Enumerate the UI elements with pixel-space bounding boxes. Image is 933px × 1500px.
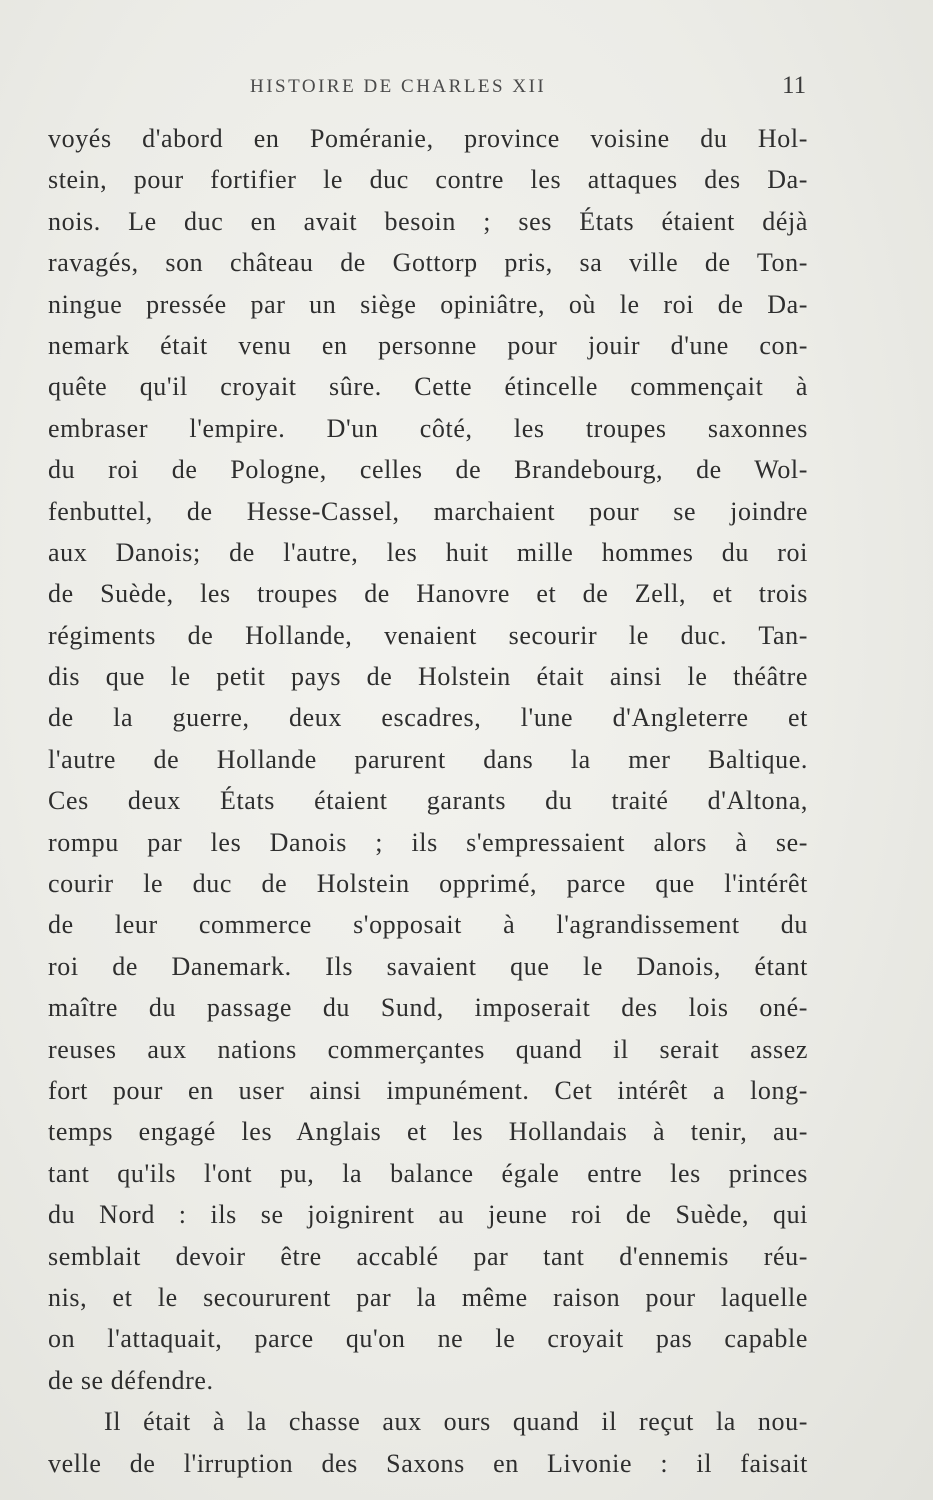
text-line: reuses aux nations commerçantes quand il serait assez xyxy=(48,1034,808,1064)
paragraph-1 xyxy=(48,118,808,1401)
text-line: du roi de Pologne, celles de Brandebourg, de Wol- xyxy=(48,455,808,485)
text-line: rompu par les Danois ; ils s'empressaient alors à se- xyxy=(48,827,808,857)
text-line: quête qu'il croyait sûre. Cette étincelle commençait à xyxy=(48,372,808,402)
text-line: velle de l'irruption des Saxons en Livonie : il faisait xyxy=(48,1448,808,1478)
text-line: embraser l'empire. D'un côté, les troupes saxonnes xyxy=(48,413,808,443)
running-title: HISTOIRE DE CHARLES XII xyxy=(250,76,547,97)
text-line: fenbuttel, de Hesse-Cassel, marchaient pour se joindre xyxy=(48,496,808,526)
text-line: maître du passage du Sund, imposerait des lois oné- xyxy=(48,993,808,1023)
text-line: de se défendre. xyxy=(48,1365,214,1395)
body-text xyxy=(48,118,808,1484)
paragraph-2 xyxy=(48,1401,808,1484)
text-line: Ces deux États étaient garants du traité d'Altona, xyxy=(48,786,808,816)
text-line: stein, pour fortifier le duc contre les attaques des Da- xyxy=(48,165,808,195)
text-line: Il était à la chasse aux ours quand il reçut la nou- xyxy=(104,1407,808,1437)
text-line: du Nord : ils se joignirent au jeune roi de Suède, qui xyxy=(48,1200,808,1230)
text-line: régiments de Hollande, venaient secourir le duc. Tan- xyxy=(48,620,808,650)
text-line: nemark était venu en personne pour jouir d'une con- xyxy=(48,330,808,360)
text-line: dis que le petit pays de Holstein était ainsi le théâtre xyxy=(48,662,808,692)
text-line: nis, et le secoururent par la même raison pour laquelle xyxy=(48,1282,808,1312)
text-line: nois. Le duc en avait besoin ; ses États étaient déjà xyxy=(48,206,808,236)
text-line: courir le duc de Holstein opprimé, parce que l'intérêt xyxy=(48,869,808,899)
text-line: tant qu'ils l'ont pu, la balance égale entre les princes xyxy=(48,1158,808,1188)
text-line: de leur commerce s'opposait à l'agrandissement du xyxy=(48,910,808,940)
text-line: de Suède, les troupes de Hanovre et de Zell, et trois xyxy=(48,579,808,609)
text-line: aux Danois; de l'autre, les huit mille hommes du roi xyxy=(48,537,808,567)
page-number: 11 xyxy=(782,72,807,99)
text-line: on l'attaquait, parce qu'on ne le croyait pas capable xyxy=(48,1324,808,1354)
page-header xyxy=(0,70,933,110)
text-line: ningue pressée par un siège opiniâtre, où le roi de Da- xyxy=(48,289,808,319)
text-line: semblait devoir être accablé par tant d'ennemis réu- xyxy=(48,1241,808,1271)
text-line: de la guerre, deux escadres, l'une d'Angleterre et xyxy=(48,703,808,733)
text-line: l'autre de Hollande parurent dans la mer Baltique. xyxy=(48,744,808,774)
text-line: temps engagé les Anglais et les Hollandais à tenir, au- xyxy=(48,1117,808,1147)
text-line: voyés d'abord en Poméranie, province voisine du Hol- xyxy=(48,124,808,153)
text-line: roi de Danemark. Ils savaient que le Danois, étant xyxy=(48,951,808,981)
text-line: fort pour en user ainsi impunément. Cet intérêt a long- xyxy=(48,1075,808,1105)
text-line: ravagés, son château de Gottorp pris, sa ville de Ton- xyxy=(48,248,808,278)
